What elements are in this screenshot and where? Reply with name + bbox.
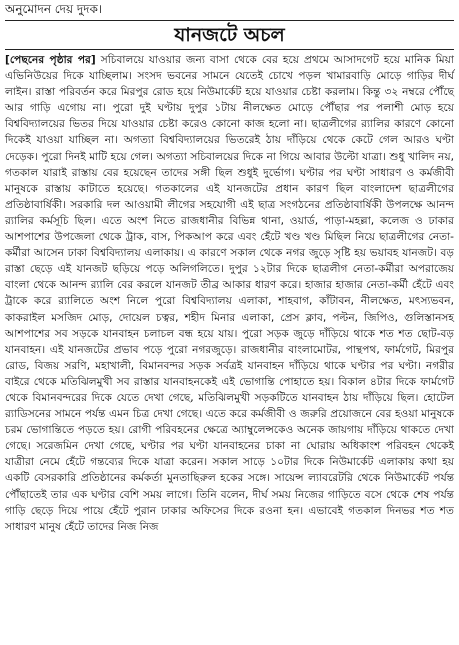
top-divider (5, 20, 454, 21)
headline-divider (5, 49, 454, 50)
previous-article-fragment: অনুমোদন দেয় দুদক। (5, 2, 103, 16)
continuation-label: [পেছনের পৃষ্ঠার পর] (5, 54, 96, 66)
article-headline: যানজটে অচল (174, 24, 285, 46)
article-body-text: সচিবালয়ে যাওয়ার জন্য বাসা থেকে বের হয়ে প্রথমে আসাদগেট হয়ে মানিক মিয়া এভিনিউয়ের দিকে যাচ্ছিলাম। সংসদ ভবনের সামনে যেতেই চোখে পড়ল খামারবাড়ি মোড়ে গাড়ির দীর্ঘ লাইন। রাস্তা পরিবর্তন করে মিরপুর রোড হয়ে নিউমার্কেট হয়ে যাওয়ার চেষ্টা করলাম। কিন্তু ৩২ নম্বরে পৌঁছে আর গাড়ি এগোয় না। পুরো দুই ঘণ্টায় দুপুর ১টায় নীলক্ষেত মোড়ে পৌঁছার পর পলাশী মোড় হয়ে বিশ্ববিদ্যালয়ের ভিতর দিয়ে যাওয়ার চেষ্টা করেও কোনো কাজ হলো না। ছাত্রলীগের র‍্যালির কারণে কোনো দিকেই যাওয়া যাচ্ছিল না। অগত্যা বিশ্ববিদ্যালয়ের ভিতরেই ঠায় দাঁড়িয়ে থেকে কেটে গেল আরও ঘণ্টা দেড়েক। পুরো দিনই মাটি হয়ে গেল। অগত্যা সচিবালয়ের দিকে না গিয়ে আবার উল্টো যাত্রা। শুধু খালিদ নয়, গতকাল যারাই রাস্তায় বের হয়েছেন তাদের সঙ্গী ছিল শুধুই দুর্ভোগ। ঘণ্টার পর ঘণ্টা সাধারণ ও কর্মজীবী মানুষকে রাস্তায় কাটাতে হয়েছে। গতকালের এই যানজটের প্রধান কারণ ছিল বাংলাদেশ ছাত্রলীগের প্রতিষ্ঠাবার্ষিকী। সরকারি দল আওয়ামী লীগের সহযোগী এই ছাত্র সংগঠনের প্রতিষ্ঠাবার্ষিকী উপলক্ষে আনন্দ র‍্যালির কর্মসূচি ছিল। এতে অংশ নিতে রাজধানীর বিভিন্ন থানা, ওয়ার্ড, পাড়া-মহল্লা, কলেজ ও ঢাকার আশপাশের উপজেলা থেকে ট্রাক, বাস, পিকআপ করে এবং হেঁটে খণ্ড খণ্ড মিছিল নিয়ে ছাত্রলীগের নেতা-কর্মীরা আসেন ঢাকা বিশ্ববিদ্যালয় এলাকায়। এ কারণে সকাল থেকে নগর জুড়ে সৃষ্টি হয় ভয়াবহ যানজট। বড় রাস্তা ছেড়ে এই যানজট ছড়িয়ে পড়ে অলিগলিতে। দুপুর ১২টার দিকে ছাত্রলীগ নেতা-কর্মীরা অপরাজেয় বাংলা থেকে আনন্দ র‍্যালি বের করলে যানজট তীব্র আকার ধারণ করে। হাজার হাজার নেতা-কর্মী হেঁটে এবং ট্রাকে করে র‍্যালিতে অংশ নিলে পুরো বিশ্ববিদ্যালয় এলাকা, শাহবাগ, কাঁটাবন, নীলক্ষেত, মৎস্যভবন, কাকরাইল মসজিদ মোড়, দোয়েল চত্বর, শহীদ মিনার এলাকা, প্রেস ক্লাব, পল্টন, জিপিও, গুলিস্তানসহ আশপাশের সব সড়কে যানবাহন চলাচল বন্ধ হয়ে যায়। পুরো সড়ক জুড়ে দাঁড়িয়ে থাকে শত শত ছোট-বড় যানবাহন। এই যানজটের প্রভাব পড়ে পুরো নগরজুড়ে। রাজধানীর বাংলামোটর, পান্থপথ, ফার্মগেট, মিরপুর রোড, বিজয় সরণি, মহাখালী, বিমানবন্দর সড়ক সর্বত্রই যানবাহন দাঁড়িয়ে থাকে ঘণ্টার পর ঘণ্টা। নগরীর বাইরে থেকে মতিঝিলমুখী সব রাস্তার যানবাহনকেই এই ভোগান্তি পোহাতে হয়। বিকাল ৪টার দিকে ফার্মগেট থেকে বিমানবন্দরের দিকে যেতে দেখা গেছে, মতিঝিলমুখী সড়কটিতে যানবাহন ঠায় দাঁড়িয়ে ছিল। হোটেল র‍্যাডিসনের সামনে পর্যন্ত এমন চিত্র দেখা গেছে। এতে করে কর্মজীবী ও জরুরি প্রয়োজনে বের হওয়া মানুষকে চরম ভোগান্তিতে পড়তে হয়। রোগী পরিবহনের ক্ষেত্রে অ্যাম্বুলেন্সকেও অনেক জায়গায় দাঁড়িয়ে থাকতে দেখা গেছে। সরেজমিন দেখা গেছে, ঘণ্টার পর ঘণ্টা যানবাহনের চাকা না ঘোরায় অধিকাংশ পরিবহন থেকেই যাত্রীরা নেমে হেঁটে গন্তব্যের দিকে যাত্রা করেন। সকাল সাড়ে ১০টার দিকে নিউমার্কেট এলাকায় কথা হয় একটি বেসরকারি প্রতিষ্ঠানের কর্মকর্তা মুনতাছিরুল হকের সঙ্গে। সায়েন্স ল্যাবরেটরি থেকে নিউমার্কেট পর্যন্ত পৌঁছাতেই তার এক ঘণ্টার বেশি সময় লাগে। তিনি বলেন, দীর্ঘ সময় নিজের গাড়িতে বসে থেকে শেষ পর্যন্ত গাড়ি ছেড়ে দিয়ে পায়ে হেঁটে পুরান ঢাকার অফিসের দিকে রওনা হন। এভাবেই গতকাল দিনভর শত শত সাধারণ মানুষ হেঁটে তাদের নিজ নিজ (5, 54, 454, 533)
article-body (5, 52, 454, 535)
